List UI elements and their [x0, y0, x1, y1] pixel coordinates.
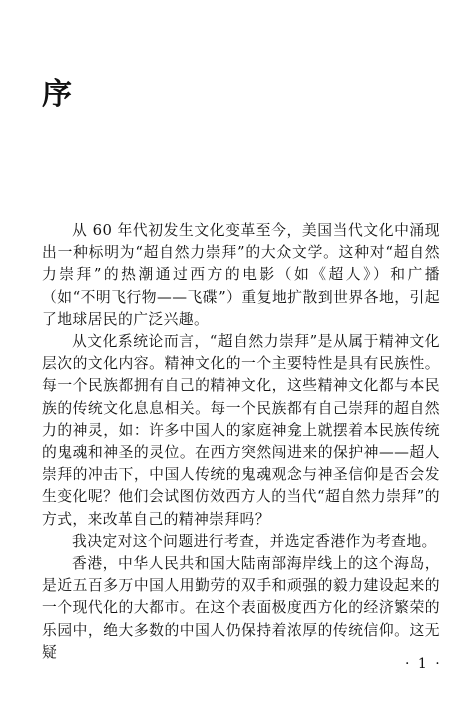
text-line: 从文化系统论而言，“超自然力崇拜”是从属于精神文化: [72, 333, 440, 351]
paragraph-2: [42, 331, 440, 531]
text-line: 拜的冲击下，中国人传统的鬼魂观念与神圣信仰是否会发生: [42, 466, 440, 506]
text-line: 一种标明为“超自然力崇拜”的大众文学。这种对“超自然: [57, 244, 440, 262]
text-line: 鬼魂和神圣的灵位。在西方突然闯进来的保护神——超人崇: [42, 444, 440, 484]
text-line: “不明飞行物——飞碟”）重复地扩散到世界各地，引起了地: [42, 288, 440, 328]
text-line: 近五百多万中国人用勤劳的双手和顽强的毅力建设起来的一: [42, 577, 440, 617]
text-line: 的神灵，如：许多中国人的家庭神龛上就摆着本民族传统的: [42, 421, 440, 462]
paragraph-1: [42, 220, 440, 331]
text-line: 个现代化的大都市。在这个表面极度西方化的经济繁荣的乐: [42, 599, 440, 639]
body-text: [42, 220, 440, 664]
text-line: 我决定对这个问题进行考查，并选定香港作为考查地。: [72, 532, 437, 550]
text-line: 变化呢？他们会试图仿效西方人的当代“超自然力崇拜”的: [57, 488, 440, 506]
text-line: 方式，来改革自己的精神崇拜吗？: [42, 510, 270, 528]
paragraph-3: [42, 531, 440, 553]
text-line: 层次的文化内容。精神文化的一个主要特性是具有民族性。每: [42, 355, 440, 395]
text-line: 一个民族都拥有自己的精神文化，这些精神文化都与本民族: [42, 377, 440, 417]
paragraph-4: [42, 553, 440, 664]
text-line: 力崇拜”的热潮通过西方的电影（如《超人》）和广播（如: [42, 266, 440, 306]
text-line: 的传统文化息息相关。每一个民族都有自己崇拜的超自然力: [42, 399, 440, 439]
text-line: 从 60 年代初发生文化变革至今，美国当代文化中涌现出: [42, 222, 440, 262]
text-line: 香港，中华人民共和国大陆南部海岸线上的这个海岛，是: [42, 555, 440, 595]
page-number: · 1 ·: [405, 656, 442, 672]
page-title: 序: [42, 77, 72, 112]
text-line: 园中，绝大多数的中国人仍保持着浓厚的传统信仰。这无疑: [42, 621, 440, 661]
text-line: 球居民的广泛兴趣。: [72, 310, 210, 328]
